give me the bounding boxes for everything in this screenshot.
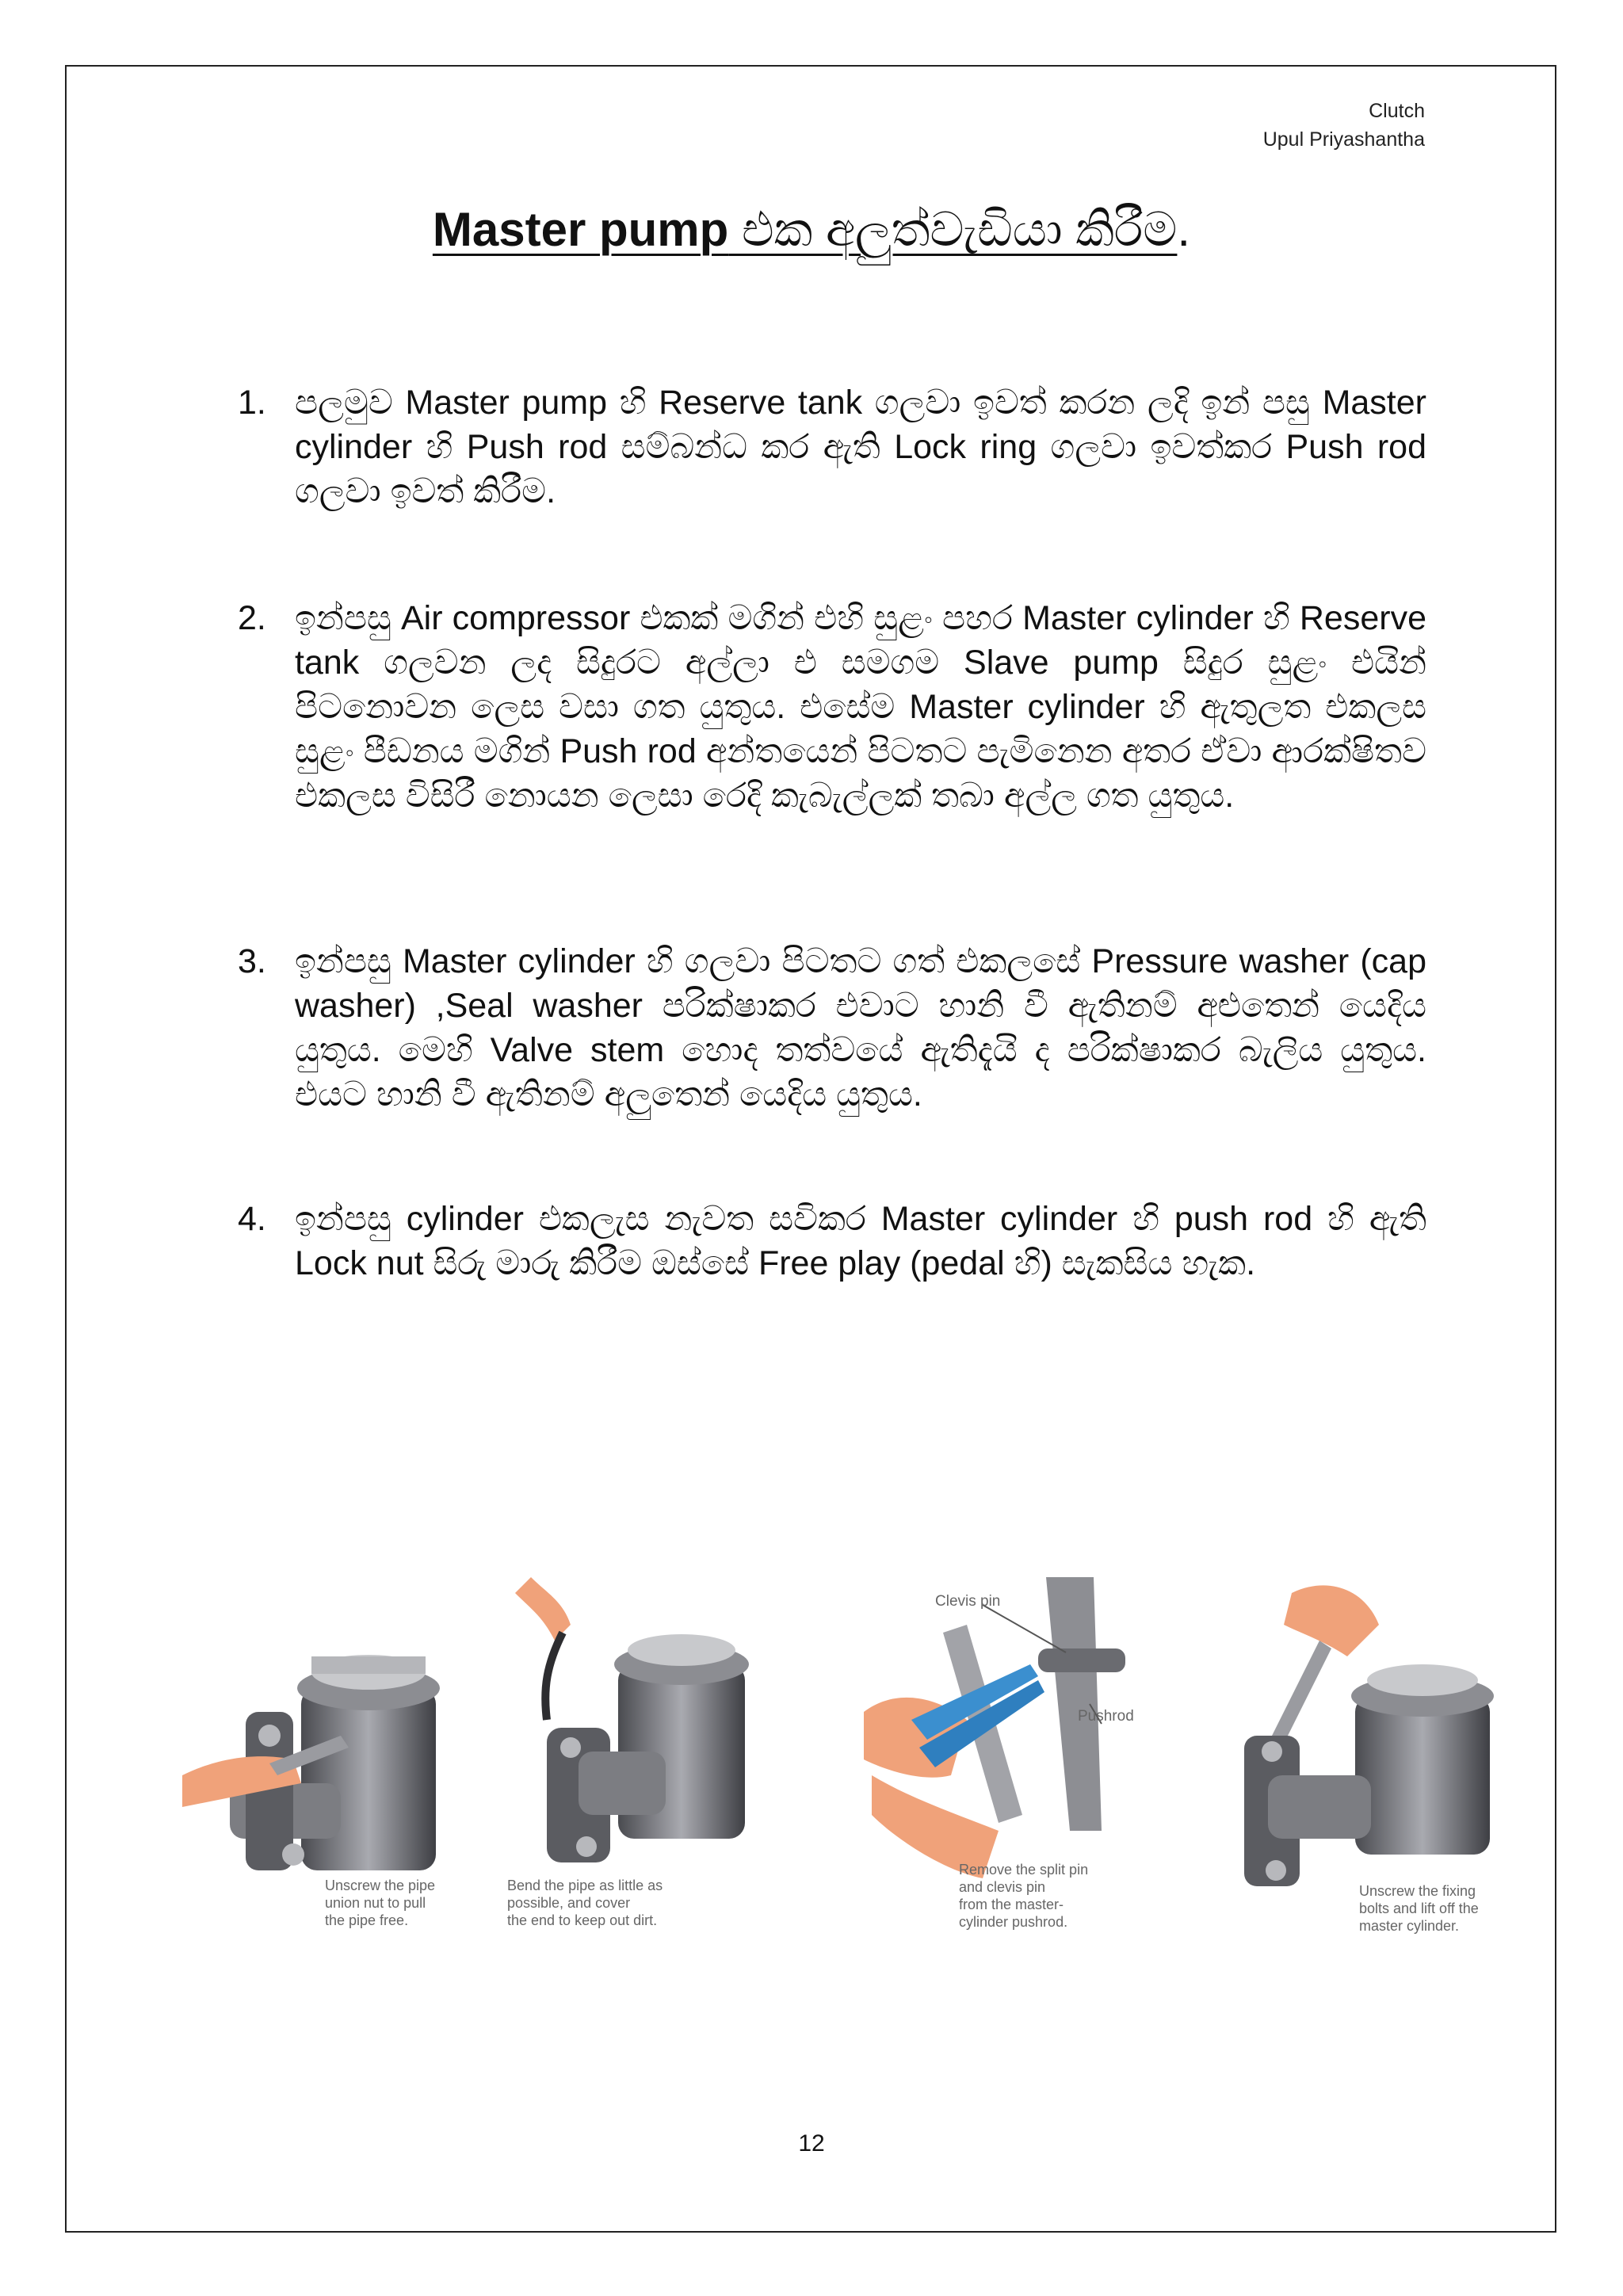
list-item-number: 4. bbox=[238, 1200, 266, 1238]
page-number: 12 bbox=[798, 2130, 825, 2157]
figure-unscrew-pipe bbox=[182, 1577, 515, 1950]
figure-unscrew-fixing-bolts bbox=[1212, 1577, 1514, 1950]
list-item-number: 3. bbox=[238, 942, 266, 980]
header-author: Upul Priyashantha bbox=[1262, 128, 1425, 151]
list-item-text: ඉන්පසු cylinder එකලැස නැවත සවිකර Master cylinder හි push rod හි ඇති Lock nut සිරු මාරු කිරීම ඔස්සේ Free play (pedal හි) සැකසිය හැක. bbox=[295, 1200, 1426, 1282]
figure-caption: Remove the split pin and clevis pin from the master- cylinder pushrod. bbox=[959, 1862, 1089, 1930]
list-item bbox=[238, 380, 1426, 514]
list-item bbox=[238, 939, 1426, 1117]
list-item-text: ඉන්පසු Master cylinder හි ගලවා පිටතට ගත් එකලසේ Pressure washer (cap washer) ,Seal washer පරික්ෂාකර එවාට හානි වී ඇතිනම් අළුතෙන් යෙදිය යුතුය. මෙහි Valve stem හොද තත්වයේ ඇතිදැයි ද පරික්ෂාකර බැලිය යුතුය. එයට හානි වී ඇතිනම් අලුතෙන් යෙදිය යුතුය. bbox=[295, 942, 1426, 1114]
label-clevis-pin: Clevis pin bbox=[935, 1593, 1001, 1610]
page-title bbox=[0, 198, 1623, 262]
title-dot: . bbox=[1177, 203, 1191, 256]
title-sinhala: එක අලුත්වැඩියා කිරීම bbox=[728, 203, 1178, 256]
title-english: Master pump bbox=[432, 203, 729, 256]
running-header bbox=[1263, 97, 1425, 154]
list-item-number: 2. bbox=[238, 599, 266, 637]
figure-caption: Bend the pipe as little as possible, and cover the end to keep out dirt. bbox=[507, 1878, 663, 1928]
list-item-number: 1. bbox=[238, 384, 266, 422]
list-item-text: පලමුව Master pump හි Reserve tank ගලවා ඉවත් කරන ලදි ඉන් පසු Master cylinder හි Push rod සම්බන්ධ කර ඇති Lock ring ගලවා ඉවත්කර Push rod ගලවා ඉවත් කිරීම. bbox=[295, 384, 1426, 510]
figure-bend-pipe bbox=[499, 1577, 800, 1950]
figure-caption: Unscrew the pipe union nut to pull the pipe free. bbox=[325, 1878, 436, 1928]
list-item-text: ඉන්පසු Air compressor එකක් මගින් එහි සුළං පහර Master cylinder හි Reserve tank ගලවන ලද සිදුරට අල්ලා එ සමගම Slave pump සිදුර සුළං එයින් පිටනොවන ලෙස වසා ගත යුතුය. එසේම Master cylinder හි ඇතුලත එකලස සුළං පීඩනය මගින් Push rod අන්තයෙන් පිටතට පැමිනෙන අතර ඒවා ආරක්ෂිතව එකලස විසිරී නොයන ලෙසා රෙදි කැබැල්ලක් තබා අල්ල ගත යුතුය. bbox=[295, 599, 1426, 815]
header-subject: Clutch bbox=[1369, 100, 1425, 122]
list-item bbox=[238, 596, 1426, 818]
illustration-strip bbox=[182, 1577, 1514, 1950]
list-item bbox=[238, 1197, 1426, 1286]
figure-remove-split-pin bbox=[864, 1577, 1197, 1950]
figure-caption: Unscrew the fixing bolts and lift off the master cylinder. bbox=[1359, 1883, 1479, 1934]
label-pushrod: Pushrod bbox=[1078, 1708, 1134, 1725]
